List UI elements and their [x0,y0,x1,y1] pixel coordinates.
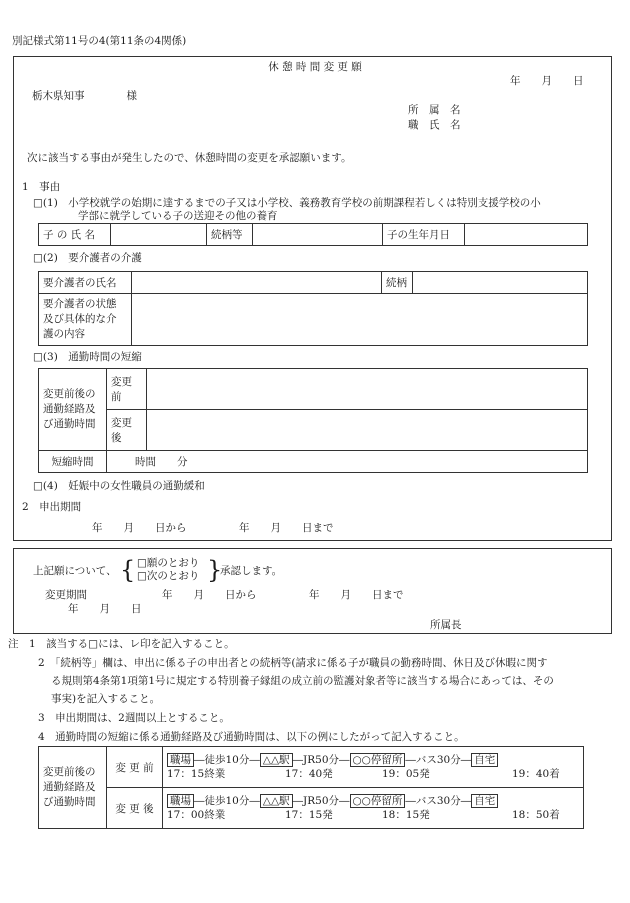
route-time: 19：40着 [512,768,560,781]
before-label: 変更前 [107,369,147,410]
route-bus: ―バス30分― [405,753,472,766]
example-label [39,747,107,829]
route-workplace: 職場 [167,794,194,808]
route-time: 17：15終業 [167,768,226,781]
example-after-label: 変 更 後 [107,788,163,829]
route-jr: ―JR50分― [292,753,350,766]
note-3: 3 申出期間は、2週間以上とすること。 [38,712,230,724]
reason-1-line2: 学部に就学している子の送迎その他の養育 [78,210,278,222]
note-2-line2: る規則第4条第1項第1号に規定する特別養子縁組の成立前の監護対象者等に該当する場合にあっては、その [51,675,554,687]
brace-right: } [207,556,223,584]
child-name-label: 子 の 氏 名 [39,224,111,246]
form-title: 休 憩 時 間 変 更 願 [268,61,362,73]
care-relation-label: 続柄 [382,272,413,294]
change-period: 年 月 日から 年 月 日まで [162,589,404,601]
shorten-value[interactable]: 時間 分 [107,451,588,473]
care-state-line: 護の内容 [43,328,85,341]
commute-label [39,369,107,451]
route-time: 17：00終業 [167,809,226,822]
child-name-field[interactable] [111,224,207,246]
route-station: △△駅 [260,753,293,767]
example-before-label: 変 更 前 [107,747,163,788]
route-walk: ―徒歩10分― [194,753,260,766]
brace-left: { [120,556,136,584]
route-time: 18：50着 [512,809,560,822]
note-2-line3: 事実)を記入すること。 [51,693,161,705]
care-state-field[interactable] [132,294,588,346]
birth-field[interactable] [465,224,588,246]
child-table [38,223,588,246]
care-table [38,271,588,346]
route-home: 自宅 [471,753,498,767]
request-period: 年 月 日から 年 月 日まで [92,522,334,534]
reason-3: □(3) 通勤時間の短縮 [33,351,142,363]
approval-prefix: 上記願について、 [33,565,117,577]
route-bus: ―バス30分― [405,794,472,807]
commute-label-line: び通勤時間 [43,418,96,431]
shorten-label: 短縮時間 [39,451,107,473]
reason-4: □(4) 妊娠中の女性職員の通勤緩和 [33,480,205,492]
route-jr: ―JR50分― [292,794,350,807]
reason-2: □(2) 要介護者の介護 [33,252,142,264]
commute-table [38,368,588,473]
example-label-line: 変更前後の [43,765,96,778]
department-label: 所 属 名 [408,104,461,116]
example-label-line: び通勤時間 [43,796,96,809]
note-1: 注 1 該当する□には、レ印を記入すること。 [8,638,235,650]
approval-option-as-requested[interactable]: □願のとおり [137,557,200,569]
reason-1-line1: □(1) 小学校就学の始期に達するまでの子又は小学校、義務教育学校の前期課程若しくは特別支援学校の小 [33,197,541,209]
care-name-field[interactable] [132,272,382,294]
name-label: 職 氏 名 [408,119,461,131]
route-workplace: 職場 [167,753,194,767]
care-name-label: 要介護者の氏名 [39,272,132,294]
route-station: △△駅 [260,794,293,808]
form-label: 別記様式第11号の4(第11条の4関係) [12,35,187,47]
example-label-line: 通勤経路及 [43,780,96,793]
care-state-line: 要介護者の状態 [43,297,117,310]
approval-option-as-follows[interactable]: □次のとおり [137,570,200,582]
route-time: 19：05発 [382,768,430,781]
relation-field[interactable] [253,224,383,246]
route-walk: ―徒歩10分― [194,794,260,807]
care-relation-field[interactable] [413,272,588,294]
example-after-route [163,788,584,829]
example-before-route [163,747,584,788]
care-state-label [39,294,132,346]
commute-label-line: 変更前後の [43,387,96,400]
route-home: 自宅 [471,794,498,808]
section-2-heading: 2 申出期間 [22,501,82,513]
note-4: 4 通勤時間の短縮に係る通勤経路及び通勤時間は、以下の例にしたがって記入すること。 [38,731,465,743]
approval-suffix: 承認します。 [220,565,283,577]
after-label: 変更後 [107,410,147,451]
birth-label: 子の生年月日 [383,224,465,246]
route-time: 18：15発 [382,809,430,822]
approval-date: 年 月 日 [68,603,142,615]
route-time: 17：40発 [285,768,333,781]
commute-label-line: 通勤経路及 [43,402,96,415]
section-1-heading: 1 事由 [22,181,61,193]
before-field[interactable] [147,369,588,410]
relation-label: 続柄等 [207,224,253,246]
after-field[interactable] [147,410,588,451]
date-line: 年 月 日 [510,75,584,87]
route-time: 17：15発 [285,809,333,822]
addressee: 栃木県知事 様 [32,90,137,102]
note-2-line1: 2 「続柄等」欄は、申出に係る子の申出者との続柄等(請求に係る子が職員の勤務時間、休日及び休暇に関す [38,657,548,669]
route-stop: ○○停留所 [350,753,406,767]
intro-text: 次に該当する事由が発生したので、休憩時間の変更を承認願います。 [27,152,352,164]
route-stop: ○○停留所 [350,794,406,808]
change-period-label: 変更期間 [45,589,87,601]
example-table [38,746,584,829]
chief-label: 所属長 [430,619,462,631]
care-state-line: 及び具体的な介 [43,312,117,325]
